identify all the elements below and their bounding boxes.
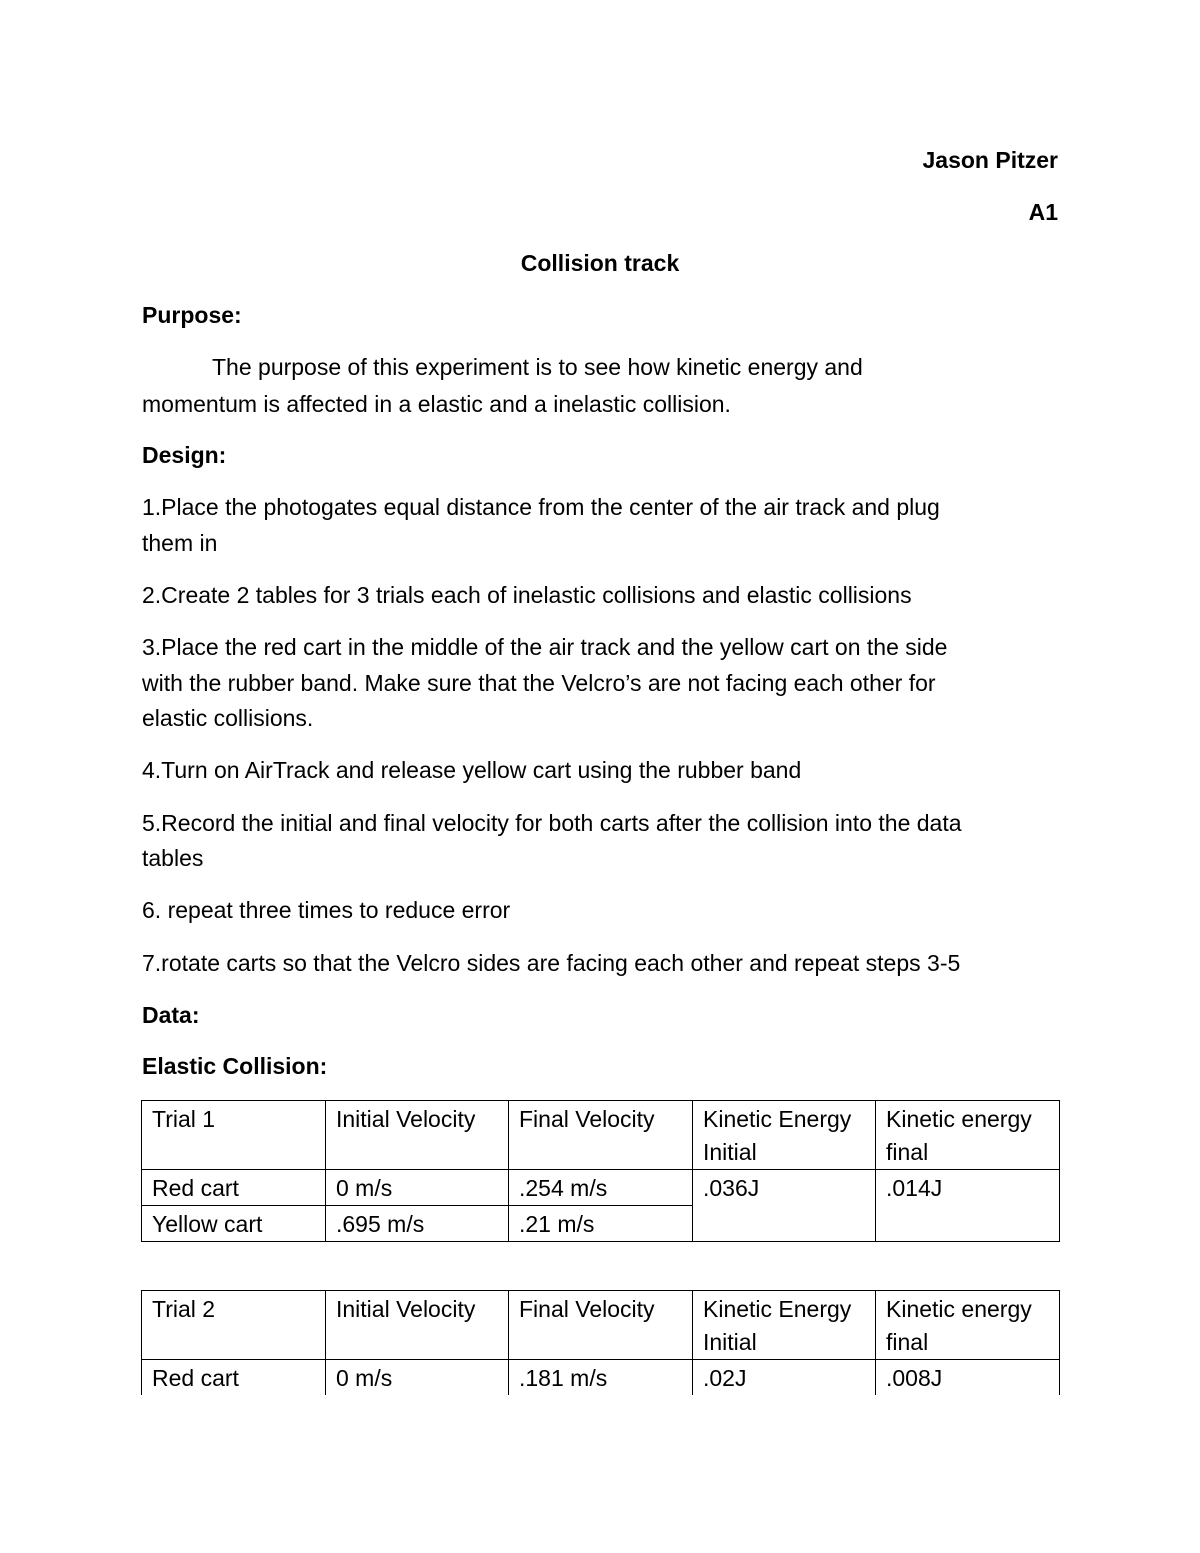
design-step-6: 6. repeat three times to reduce error (142, 897, 511, 923)
cell-initial-velocity: 0 m/s (326, 1170, 509, 1206)
header-trial: Trial 1 (142, 1101, 326, 1170)
table-row (142, 1170, 1060, 1206)
design-step-3-line-1: 3.Place the red cart in the middle of the air track and the yellow cart on the side (142, 634, 948, 660)
design-step-1-line-2: them in (142, 530, 218, 556)
cell-ke-final: .014J (876, 1170, 1060, 1242)
design-step-2: 2.Create 2 tables for 3 trials each of inelastic collisions and elastic collisions (142, 582, 912, 608)
document-title: Collision track (520, 250, 680, 276)
cell-final-velocity: .254 m/s (509, 1170, 693, 1206)
design-step-5-line-1: 5.Record the initial and final velocity for both carts after the collision into the data (142, 810, 962, 836)
elastic-collision-heading: Elastic Collision: (142, 1053, 328, 1079)
author-name: Jason Pitzer (922, 147, 1058, 173)
table-header-row (142, 1291, 1060, 1360)
header-initial-velocity: Initial Velocity (326, 1291, 509, 1360)
header-ke-final: Kinetic energy final (876, 1101, 1060, 1170)
header-final-velocity: Final Velocity (509, 1291, 693, 1360)
purpose-heading: Purpose: (142, 302, 242, 328)
class-period: A1 (1028, 199, 1058, 225)
cell-final-velocity: .181 m/s (509, 1360, 693, 1396)
cell-final-velocity: .21 m/s (509, 1206, 693, 1242)
row-label: Yellow cart (142, 1206, 326, 1242)
design-step-4: 4.Turn on AirTrack and release yellow cart using the rubber band (142, 757, 802, 783)
trial-1-table (141, 1100, 1060, 1242)
design-step-5-line-2: tables (142, 845, 204, 871)
design-step-1-line-1: 1.Place the photogates equal distance from the center of the air track and plug (142, 494, 940, 520)
data-heading: Data: (142, 1002, 200, 1028)
purpose-text-line-2: momentum is affected in a elastic and a inelastic collision. (142, 391, 731, 417)
header-final-velocity: Final Velocity (509, 1101, 693, 1170)
cell-initial-velocity: .695 m/s (326, 1206, 509, 1242)
design-step-3-line-3: elastic collisions. (142, 705, 314, 731)
trial-2-table (141, 1290, 1060, 1395)
header-ke-initial: Kinetic Energy Initial (693, 1291, 876, 1360)
cell-ke-initial: .036J (693, 1170, 876, 1242)
header-trial: Trial 2 (142, 1291, 326, 1360)
cell-ke-final: .008J (876, 1360, 1060, 1396)
header-initial-velocity: Initial Velocity (326, 1101, 509, 1170)
purpose-text-line-1: The purpose of this experiment is to see how kinetic energy and (212, 354, 863, 380)
row-label: Red cart (142, 1170, 326, 1206)
design-heading: Design: (142, 442, 227, 468)
table-row (142, 1360, 1060, 1396)
cell-ke-initial: .02J (693, 1360, 876, 1396)
design-step-3-line-2: with the rubber band. Make sure that the Velcro’s are not facing each other for (142, 670, 936, 696)
header-ke-initial: Kinetic Energy Initial (693, 1101, 876, 1170)
row-label: Red cart (142, 1360, 326, 1396)
design-step-7: 7.rotate carts so that the Velcro sides are facing each other and repeat steps 3-5 (142, 950, 961, 976)
table-header-row (142, 1101, 1060, 1170)
header-ke-final: Kinetic energy final (876, 1291, 1060, 1360)
cell-initial-velocity: 0 m/s (326, 1360, 509, 1396)
